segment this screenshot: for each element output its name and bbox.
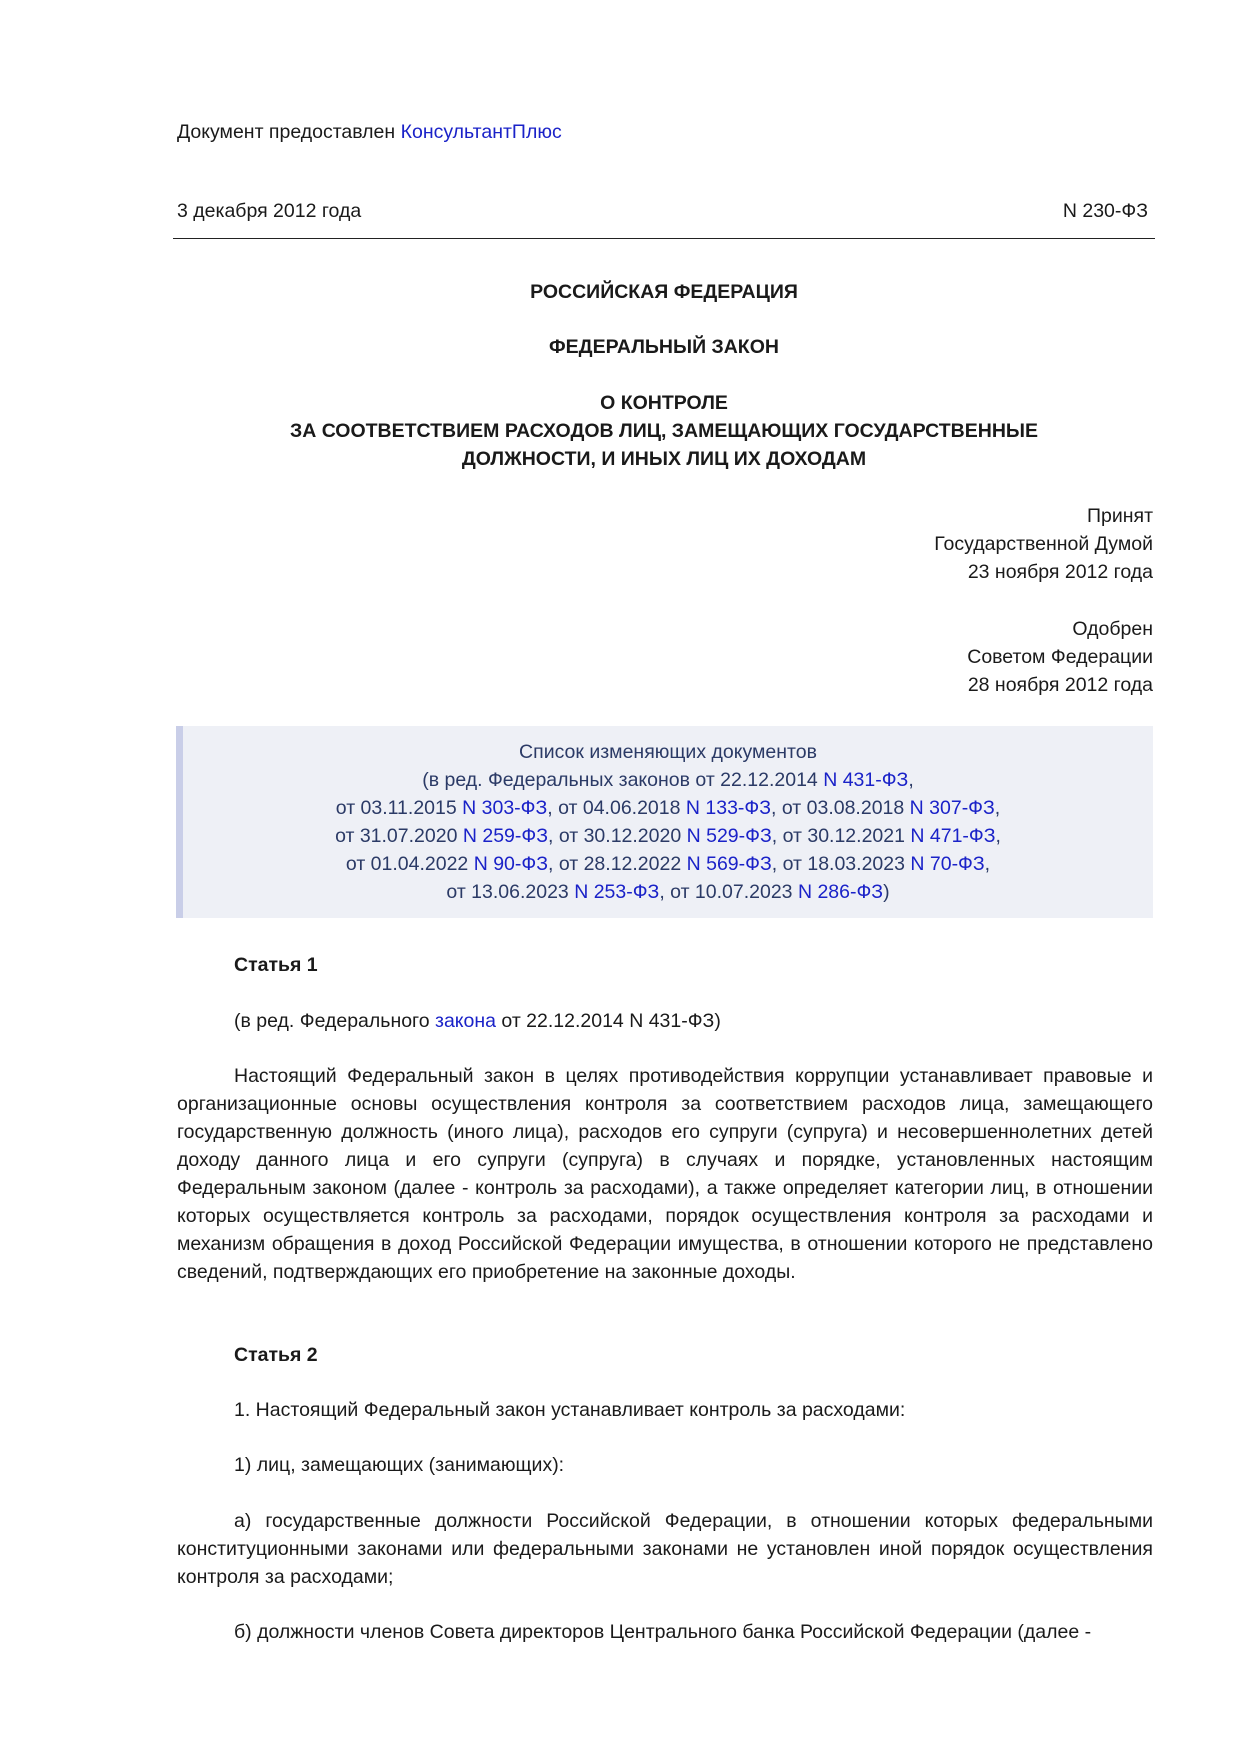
approved-block	[967, 615, 1153, 699]
provider-prefix: Документ предоставлен	[177, 121, 396, 143]
approved-line: Одобрен	[1072, 618, 1153, 640]
approved-line: 28 ноября 2012 года	[967, 674, 1153, 696]
article-1-text: Настоящий Федеральный закон в целях противодействия коррупции устанавливает правовые и организационные основы осуществления контроля за соответствием расходов лица, замещающего государственную должность (иного лица), расходов его супруги (супруга) и несовершеннолетних детей доходу данного лица и его супруги (супруга) в случаях и порядке, установленных настоящим Федеральным законом (далее - контроль за расходами), а также определяет категории лиц, в отношении которых осуществляется контроль за расходами, порядок осуществления контроля за расходами и механизм обращения в доход Российской Федерации имущества, в отношении которого не представлено сведений, подтверждающих его приобретение на законные доходы.	[177, 1065, 1153, 1283]
amendment-date: , от 30.12.2021	[771, 825, 911, 847]
document-type-title: ФЕДЕРАЛЬНЫЙ ЗАКОН	[549, 336, 779, 358]
edit-note-law-link[interactable]: закона	[435, 1010, 496, 1032]
country-title: РОССИЙСКАЯ ФЕДЕРАЦИЯ	[530, 281, 798, 303]
amendment-date: (в ред. Федеральных законов от 22.12.2014	[422, 769, 824, 791]
amendment-law-link[interactable]: N 471-ФЗ	[910, 825, 996, 847]
article-2-paragraph: 1) лиц, замещающих (занимающих):	[234, 1454, 565, 1476]
amendment-law-link[interactable]: N 303-ФЗ	[462, 797, 548, 819]
consultant-plus-link[interactable]: КонсультантПлюс	[400, 121, 562, 143]
amendment-law-link[interactable]: N 259-ФЗ	[462, 825, 548, 847]
amendment-law-link[interactable]: N 70-ФЗ	[910, 853, 985, 875]
amendment-separator: ,	[995, 825, 1001, 847]
amendment-law-link[interactable]: N 253-ФЗ	[574, 881, 660, 903]
amendment-date: от 13.06.2023	[446, 881, 575, 903]
amendments-line-3	[183, 822, 1153, 850]
adopted-line: Государственной Думой	[934, 533, 1153, 555]
amendment-law-link[interactable]: N 431-ФЗ	[823, 769, 909, 791]
approved-line: Советом Федерации	[967, 646, 1153, 668]
amendment-law-link[interactable]: N 307-ФЗ	[909, 797, 995, 819]
amendment-date: , от 04.06.2018	[547, 797, 686, 819]
adopted-line: Принят	[1086, 505, 1153, 527]
amendment-date: , от 03.08.2018	[771, 797, 910, 819]
amendment-date: от 01.04.2022	[345, 853, 474, 875]
amendment-separator: ,	[984, 853, 991, 875]
article-2-paragraph: 1. Настоящий Федеральный закон устанавливает контроль за расходами:	[234, 1399, 906, 1421]
amendment-date: , от 10.07.2023	[659, 881, 798, 903]
provider-line	[177, 118, 562, 146]
amendment-law-link[interactable]: N 569-ФЗ	[686, 853, 772, 875]
document-number: N 230-ФЗ	[1062, 200, 1148, 222]
edit-note-suffix: от 22.12.2014 N 431-ФЗ)	[496, 1010, 721, 1032]
amendment-date: от 03.11.2015	[335, 797, 463, 819]
amendments-line-4	[183, 850, 1153, 878]
amendments-line-2	[183, 794, 1153, 822]
article-1-edit-note	[234, 1007, 721, 1035]
law-name-line1: О КОНТРОЛЕ	[600, 392, 728, 414]
law-name-line2: ЗА СООТВЕТСТВИЕМ РАСХОДОВ ЛИЦ, ЗАМЕЩАЮЩИХ ГОСУДАРСТВЕННЫЕ	[289, 420, 1039, 442]
header-divider	[173, 238, 1155, 239]
amendments-line-5	[183, 878, 1153, 906]
amendments-heading: Список изменяющих документов	[519, 741, 817, 763]
amendment-separator: ,	[994, 797, 1001, 819]
law-name-line3: ДОЛЖНОСТИ, И ИНЫХ ЛИЦ ИХ ДОХОДАМ	[461, 448, 867, 470]
amendment-date: , от 18.03.2023	[771, 853, 911, 875]
article-1-title: Статья 1	[234, 954, 318, 976]
amendments-list	[183, 738, 1153, 906]
law-name-title	[173, 389, 1155, 473]
amendment-separator: )	[883, 881, 890, 903]
article-2-paragraph: а) государственные должности Российской Федерации, в отношении которых федеральными конституционными законами или федеральными законами не установлен иной порядок осуществления контроля за расходами;	[177, 1510, 1153, 1588]
amendment-law-link[interactable]: N 286-ФЗ	[797, 881, 884, 903]
document-date: 3 декабря 2012 года	[177, 200, 362, 222]
amendment-law-link[interactable]: N 90-ФЗ	[473, 853, 548, 875]
adopted-block	[934, 502, 1153, 586]
adopted-line: 23 ноября 2012 года	[967, 561, 1153, 583]
amendment-date: , от 28.12.2022	[547, 853, 687, 875]
amendments-line-1	[183, 766, 1153, 794]
amendment-law-link[interactable]: N 529-ФЗ	[686, 825, 772, 847]
amendment-date: , от 30.12.2020	[547, 825, 687, 847]
article-2-paragraph: б) должности членов Совета директоров Центрального банка Российской Федерации (далее -	[234, 1621, 1092, 1643]
article-2-title: Статья 2	[234, 1344, 318, 1366]
amendment-date: от 31.07.2020	[335, 825, 463, 847]
amendment-separator: ,	[908, 769, 914, 791]
amendment-law-link[interactable]: N 133-ФЗ	[685, 797, 772, 819]
edit-note-prefix: (в ред. Федерального	[234, 1010, 435, 1032]
